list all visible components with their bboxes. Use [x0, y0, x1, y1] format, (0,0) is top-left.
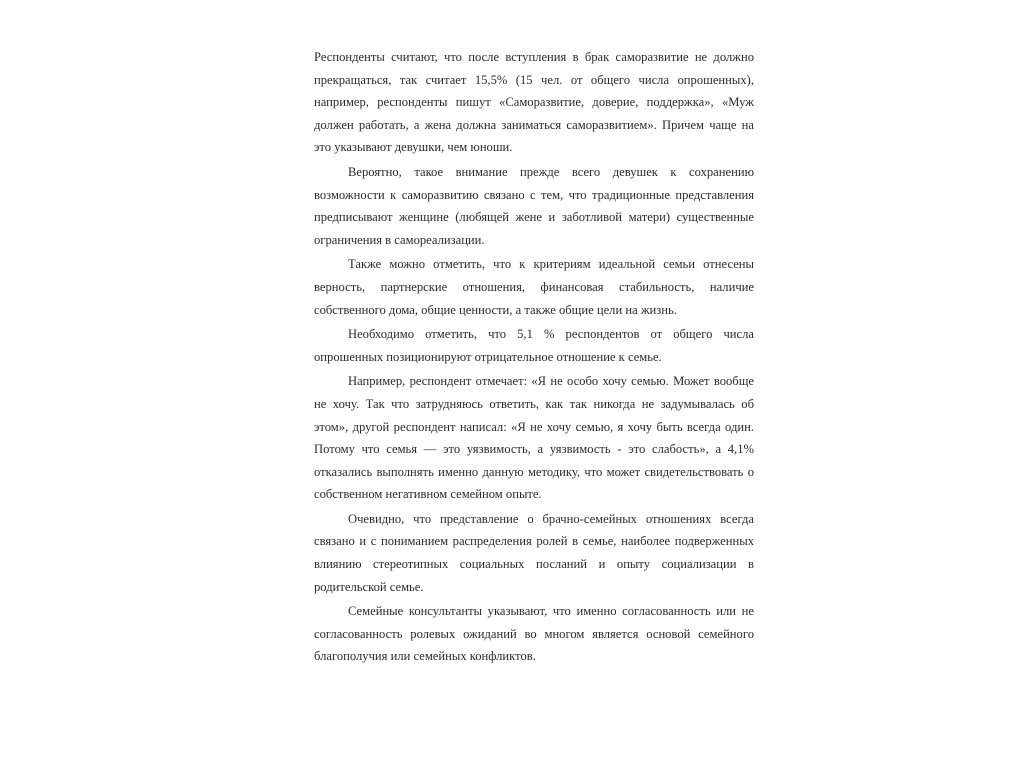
paragraph: Очевидно, что представление о брачно-семейных отношениях всегда связано и с пониманием распределения ролей в семье, наиболее подверженных влиянию стереотипных социальных посланий и опыту социализации в родительской семье. [314, 511, 754, 594]
paragraph: Семейные консультанты указывают, что именно согласованность или не согласованность ролевых ожиданий во многом является основой семейного благополучия или семейных конфликтов. [314, 604, 754, 664]
paragraph: Вероятно, такое внимание прежде всего девушек к сохранению возможности к саморазвитию связано с тем, что традиционные представления предписывают женщине (любящей жене и заботливой матери) существенные ограничения в самореализации. [314, 164, 754, 247]
paragraph: Необходимо отметить, что 5,1 % респондентов от общего числа опрошенных позиционируют отрицательное отношение к семье. [314, 327, 754, 364]
paragraph: Респонденты считают, что после вступления в брак саморазвитие не должно прекращаться, так считает 15,5% (15 чел. от общего числа опрошенных), например, респонденты пишут «Саморазвитие, доверие, поддержка», «Муж должен работать, а жена должна заниматься саморазвитием». Причем чаще на это указывают девушки, чем юноши. [314, 50, 754, 155]
paragraph: Также можно отметить, что к критериям идеальной семьи отнесены верность, партнерские отношения, финансовая стабильность, наличие собственного дома, общие ценности, а также общие цели на жизнь. [314, 257, 754, 317]
paragraph: Например, респондент отмечает: «Я не особо хочу семью. Может вообще не хочу. Так что затрудняюсь ответить, как так никогда не задумывалась об этом», другой респондент написал: «Я не хочу семью, я хочу быть всегда один. Потому что семья — это уязвимость, а уязвимость - это слабость», а 4,1% отказались выполнять именно данную методику, что может свидетельствовать о собственном негативном семейном опыте. [314, 374, 754, 502]
document-body [314, 46, 754, 670]
